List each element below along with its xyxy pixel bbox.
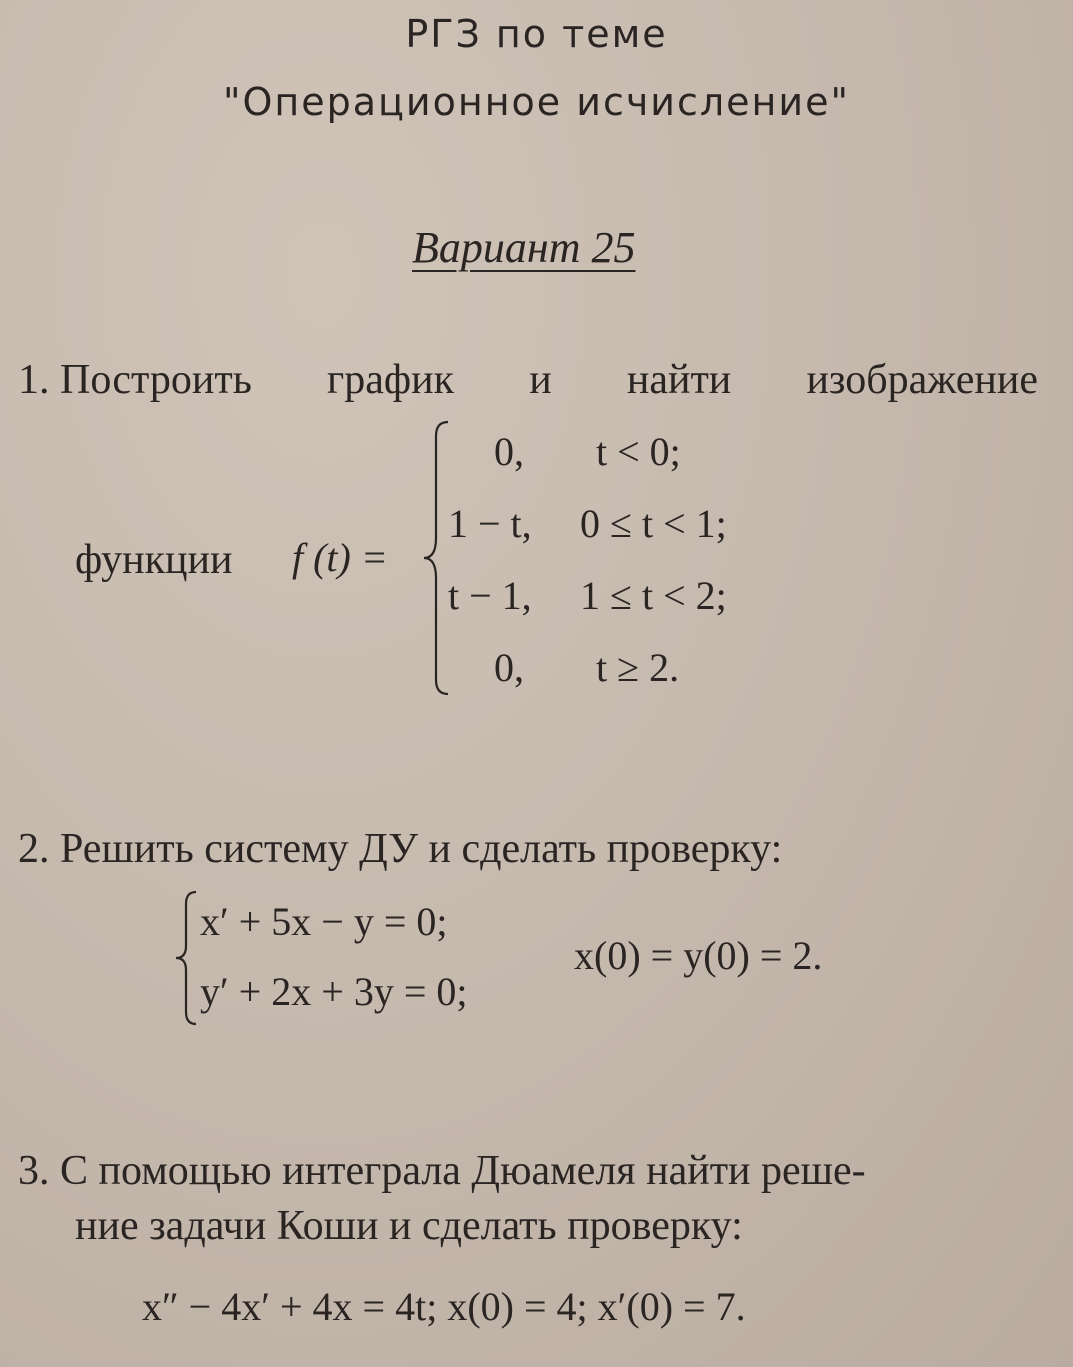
- task1-word: график: [327, 357, 455, 403]
- function-lhs: f (t) =: [292, 535, 388, 580]
- title-line-1: РГЗ по теме: [405, 12, 668, 56]
- task1-number-and-word: 1. Построить: [18, 357, 252, 403]
- case-value: 0,: [494, 429, 524, 474]
- case-condition: 1 ≤ t < 2;: [580, 573, 727, 618]
- function-label: функции: [75, 537, 233, 583]
- task1-word: изображение: [806, 357, 1038, 403]
- variant-heading: Вариант 25: [412, 223, 636, 272]
- task3-line2: ние задачи Коши и сделать проверку:: [75, 1203, 743, 1249]
- task1-word: найти: [626, 357, 732, 403]
- case-value: t − 1,: [448, 573, 532, 618]
- system-brace: [172, 888, 202, 1028]
- case-condition: 0 ≤ t < 1;: [580, 501, 727, 546]
- system-equation-2: y′ + 2x + 3y = 0;: [200, 969, 468, 1014]
- task2-text: 2. Решить систему ДУ и сделать проверку:: [18, 826, 783, 872]
- case-condition: t ≥ 2.: [596, 645, 680, 690]
- case-condition: t < 0;: [596, 429, 681, 474]
- system-equation-1: x′ + 5x − y = 0;: [200, 899, 448, 944]
- task1-line1: [18, 356, 1038, 404]
- title-line-2: "Операционное исчисление": [223, 80, 850, 124]
- case-value: 0,: [494, 645, 524, 690]
- piecewise-brace: [418, 418, 458, 698]
- initial-conditions: x(0) = y(0) = 2.: [574, 933, 823, 978]
- case-value: 1 − t,: [448, 501, 532, 546]
- task1-word: и: [529, 357, 552, 403]
- task3-equation: x″ − 4x′ + 4x = 4t; x(0) = 4; x′(0) = 7.: [142, 1284, 746, 1329]
- task3-line1: 3. С помощью интеграла Дюамеля найти реше-: [18, 1148, 866, 1194]
